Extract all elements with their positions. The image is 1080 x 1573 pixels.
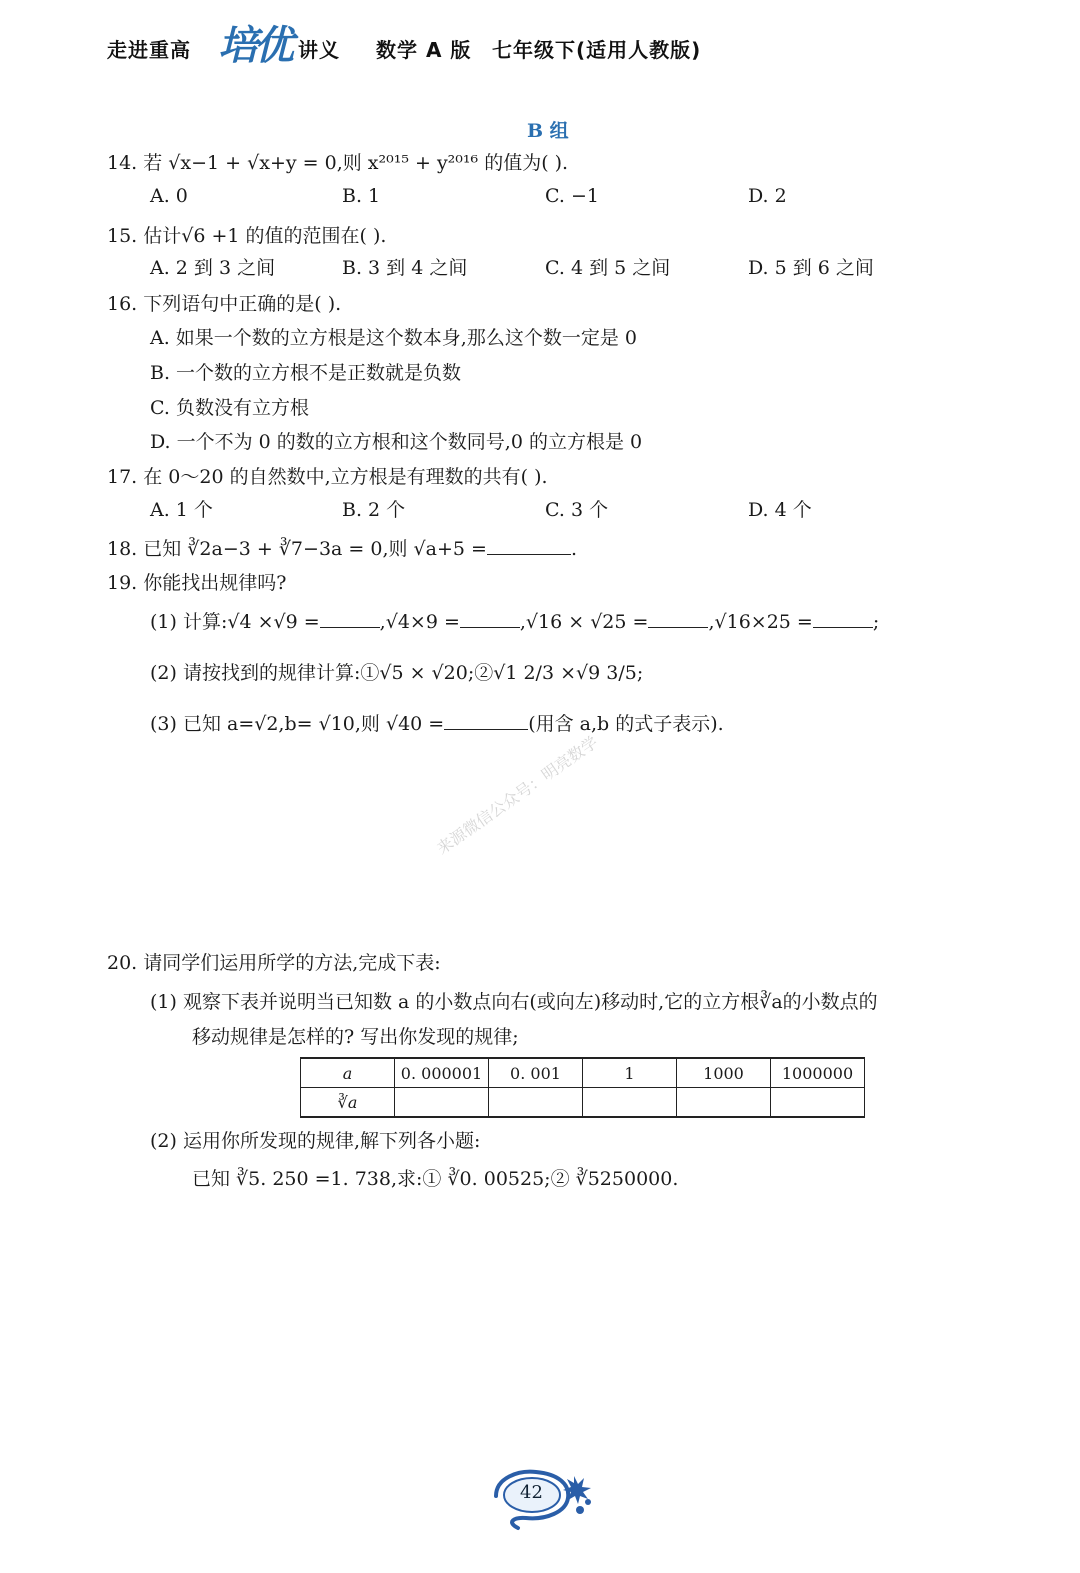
q15-option-d: D. 5 到 6 之间 (748, 257, 874, 279)
q14-option-d: D. 2 (748, 185, 787, 207)
watermark: 来源微信公众号：明亮数学 (433, 732, 602, 859)
question-19: 19. 你能找出规律吗? (107, 572, 287, 594)
page-number: 42 (520, 1482, 543, 1503)
header-subject: 数学 A 版 (376, 38, 472, 62)
q16-option-a: A. 如果一个数的立方根是这个数本身,那么这个数一定是 0 (150, 327, 637, 349)
q17-option-c: C. 3 个 (545, 499, 609, 521)
q18-answer-blank[interactable] (487, 554, 571, 555)
q14-option-b: B. 1 (342, 185, 381, 207)
q16-option-b: B. 一个数的立方根不是正数就是负数 (150, 362, 462, 384)
q19-part-1 (150, 610, 879, 634)
q16-option-c: C. 负数没有立方根 (150, 397, 309, 419)
question-17: 17. 在 0～20 的自然数中,立方根是有理数的共有( ). (107, 466, 548, 488)
q20-part-1-line-1: (1) 观察下表并说明当已知数 a 的小数点向右(或向左)移动时,它的立方根∛a的小数点的 (150, 991, 878, 1013)
q19-p3-text-b: (用含 a,b 的式子表示). (528, 713, 724, 735)
table-cell: 1 (583, 1058, 677, 1088)
q17-option-b: B. 2 个 (342, 499, 406, 521)
q18-period: . (570, 538, 577, 560)
table-cell: 1000000 (771, 1058, 865, 1088)
page-number-badge-icon (488, 1462, 598, 1534)
q18-stem: 18. 已知 ∛2a−3 + ∛7−3a = 0,则 √a+5 = (107, 538, 487, 560)
q19-p1-text-a: (1) 计算:√4 ×√9 = (150, 611, 320, 633)
q15-option-a: A. 2 到 3 之间 (150, 257, 276, 279)
q14-option-a: A. 0 (150, 185, 188, 207)
q19-p3-blank[interactable] (444, 729, 528, 730)
table-header-a: a (301, 1058, 395, 1088)
header-title: 走进重高 (107, 38, 191, 62)
table-cell: 1000 (677, 1058, 771, 1088)
q19-p1-text-b: ,√4×9 = (379, 611, 460, 633)
q19-p3-text-a: (3) 已知 a=√2,b= √10,则 √40 = (150, 713, 445, 735)
question-16: 16. 下列语句中正确的是( ). (107, 293, 342, 315)
table-row (301, 1088, 865, 1118)
cube-root-table (300, 1057, 865, 1118)
question-15: 15. 估计√6 +1 的值的范围在( ). (107, 225, 387, 247)
q16-option-d: D. 一个不为 0 的数的立方根和这个数同号,0 的立方根是 0 (150, 431, 643, 453)
table-header-cuberoot: ∛a (301, 1088, 395, 1118)
question-14: 14. 若 √x−1 + √x+y = 0,则 x²⁰¹⁵ + y²⁰¹⁶ 的值为( ). (107, 152, 569, 174)
header-grade: 七年级下(适用人教版) (492, 38, 702, 62)
brand-logo-text: 培优 (218, 22, 290, 69)
q19-p1-blank-3[interactable] (648, 627, 708, 628)
q19-p1-text-c: ,√16 × √25 = (519, 611, 649, 633)
q20-part-1-line-2: 移动规律是怎样的? 写出你发现的规律; (192, 1026, 519, 1048)
q17-option-d: D. 4 个 (748, 499, 812, 521)
q19-p1-text-d: ,√16×25 = (708, 611, 813, 633)
table-cell: 0. 001 (489, 1058, 583, 1088)
q20-part-2-line-1: (2) 运用你所发现的规律,解下列各小题: (150, 1130, 481, 1152)
table-answer-cell[interactable] (583, 1088, 677, 1118)
q19-part-2: (2) 请按找到的规律计算:①√5 × √20;②√1 2/3 ×√9 3/5; (150, 662, 644, 684)
table-answer-cell[interactable] (771, 1088, 865, 1118)
q19-p1-blank-2[interactable] (460, 627, 520, 628)
q19-part-3 (150, 712, 724, 736)
table-answer-cell[interactable] (489, 1088, 583, 1118)
q14-option-c: C. −1 (545, 185, 599, 207)
q15-option-b: B. 3 到 4 之间 (342, 257, 468, 279)
q19-p1-blank-4[interactable] (813, 627, 873, 628)
table-answer-cell[interactable] (677, 1088, 771, 1118)
question-18 (107, 537, 577, 561)
table-row (301, 1058, 865, 1088)
q17-option-a: A. 1 个 (150, 499, 213, 521)
q15-option-c: C. 4 到 5 之间 (545, 257, 671, 279)
header-part: 讲义 (298, 38, 340, 62)
table-cell: 0. 000001 (395, 1058, 489, 1088)
q20-part-2-line-2: 已知 ∛5. 250 =1. 738,求:① ∛0. 00525;② ∛5250000. (192, 1168, 679, 1190)
question-20: 20. 请同学们运用所学的方法,完成下表: (107, 952, 441, 974)
table-answer-cell[interactable] (395, 1088, 489, 1118)
section-label: B 组 (527, 120, 569, 142)
q19-p1-blank-1[interactable] (320, 627, 380, 628)
q19-p1-end: ; (872, 611, 880, 633)
